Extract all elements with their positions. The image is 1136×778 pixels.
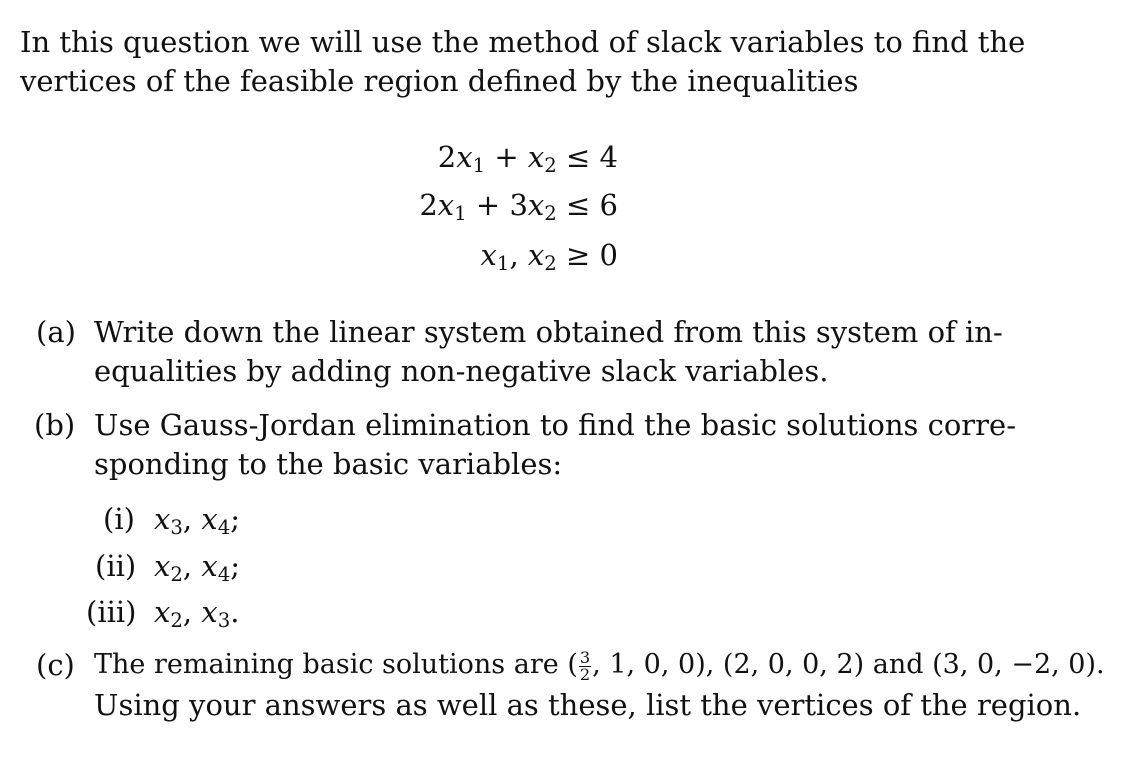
rhs: 6 <box>599 188 618 222</box>
paren: ( <box>567 649 578 680</box>
intro-line-2: vertices of the feasible region defined by the inequalities <box>20 64 859 98</box>
inequality-3 <box>408 235 618 275</box>
part-c-line-1 <box>94 645 1105 685</box>
part-b-label: (b) <box>34 408 76 442</box>
subscript: 1 <box>472 153 486 177</box>
var: x <box>527 188 545 222</box>
var: x <box>480 238 497 272</box>
part-c-intro-text: The remaining basic solutions are <box>94 649 568 680</box>
subscript: 2 <box>170 608 183 632</box>
solution-2: (2, 0, 0, 2) <box>722 649 865 680</box>
subscript: 2 <box>544 251 557 275</box>
part-b-item-ii-label: (ii) <box>95 549 137 583</box>
fraction-denominator: 2 <box>579 664 591 684</box>
subscript: 3 <box>217 608 231 632</box>
comma: , <box>182 595 202 629</box>
operator: + <box>466 188 510 222</box>
subscript: 4 <box>217 515 231 539</box>
comma: , <box>182 502 202 536</box>
intro-line-1: In this question we will use the method of slack variables to find the <box>20 25 1026 59</box>
var: x <box>201 595 218 629</box>
coef: 3 <box>509 188 528 222</box>
var: x <box>527 140 545 174</box>
relation: ≤ <box>556 188 600 222</box>
subscript: 2 <box>170 562 183 586</box>
operator: + <box>485 140 528 174</box>
part-c-label: (c) <box>36 648 75 682</box>
fraction <box>579 647 591 684</box>
coef: 2 <box>419 188 438 222</box>
rhs: 0 <box>599 238 618 272</box>
part-b-item-ii <box>154 546 240 586</box>
subscript: 3 <box>170 515 183 539</box>
subscript: 1 <box>496 251 510 275</box>
subscript: 2 <box>544 201 557 225</box>
comma: , <box>182 549 202 583</box>
part-a-line-2: equalities by adding non-negative slack variables. <box>94 354 829 388</box>
relation: ≥ <box>556 238 600 272</box>
part-b-line-1: Use Gauss-Jordan elimination to find the basic solutions corre- <box>94 408 1016 442</box>
and-word: and <box>864 649 933 680</box>
part-b-item-iii-label: (iii) <box>86 595 137 629</box>
subscript: 1 <box>454 201 467 225</box>
var: x <box>154 549 171 583</box>
subscript: 2 <box>544 153 557 177</box>
rhs: 4 <box>599 140 618 174</box>
coef: 2 <box>437 140 457 174</box>
solution-3: (3, 0, −2, 0). <box>932 649 1105 680</box>
fraction-numerator: 3 <box>579 647 591 667</box>
relation: ≤ <box>556 140 600 174</box>
comma: , <box>509 238 528 272</box>
punct: . <box>230 595 240 629</box>
part-a-label: (a) <box>36 315 76 349</box>
punct: ; <box>230 549 241 583</box>
inequality-2 <box>408 185 618 225</box>
var: x <box>201 502 218 536</box>
part-b-item-i <box>154 499 240 539</box>
part-b-line-2: sponding to the basic variables: <box>94 447 563 481</box>
part-b-item-iii <box>154 592 239 632</box>
var: x <box>154 502 171 536</box>
var: x <box>201 549 218 583</box>
part-b-item-i-label: (i) <box>103 502 135 536</box>
part-a-line-1: Write down the linear system obtained from this system of in- <box>94 315 1003 349</box>
subscript: 4 <box>217 562 231 586</box>
punct: ; <box>230 502 241 536</box>
var: x <box>154 595 171 629</box>
part-c-line-2: Using your answers as well as these, list the vertices of the region. <box>94 688 1082 722</box>
var: x <box>527 238 545 272</box>
var: x <box>456 140 473 174</box>
solution-1-rest: , 1, 0, 0), <box>592 649 723 680</box>
inequality-1 <box>408 137 618 177</box>
var: x <box>437 188 455 222</box>
